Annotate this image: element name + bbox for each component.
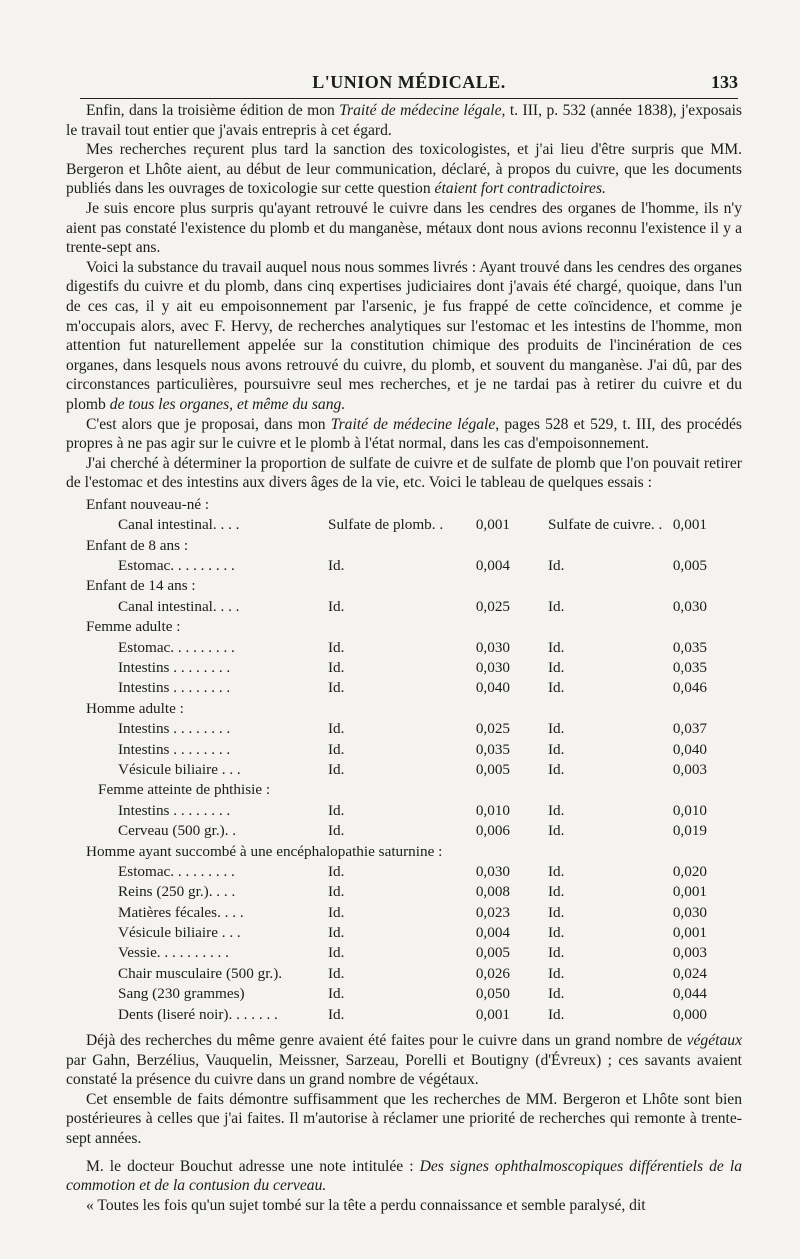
copper-label-cell: Id. xyxy=(548,944,565,962)
table-group-heading: Enfant de 8 ans : xyxy=(86,536,189,554)
copper-value-cell: 0,044 xyxy=(672,985,707,1003)
lead-value-cell: 0,001 xyxy=(475,1005,510,1023)
table-row xyxy=(66,801,742,821)
lead-value-cell: 0,030 xyxy=(475,659,510,676)
table-row xyxy=(66,597,742,617)
copper-label-cell: Id. xyxy=(548,679,565,697)
copper-label-cell: Id. xyxy=(548,964,565,982)
page-number: 133 xyxy=(711,72,738,92)
lead-label-cell: Id. xyxy=(328,883,345,901)
paragraph: C'est alors que je proposai, dans mon Traité de médecine légale, pages 528 et 529, t. III, des procédés propres à ne pas agir sur le cuivre et le plomb à l'état normal, dans les cas d'empoisonnement. xyxy=(66,415,742,453)
copper-value-cell: 0,030 xyxy=(672,597,707,615)
organ-cell: Estomac. . . . . . . . . xyxy=(118,638,235,656)
table-row xyxy=(66,862,742,882)
organ-cell: Vessie. . . . . . . . . . xyxy=(118,944,229,962)
organ-cell: Sang (230 grammes) xyxy=(118,985,245,1003)
lead-label-cell: Id. xyxy=(328,638,345,656)
table-row xyxy=(66,903,742,923)
lead-label-cell: Id. xyxy=(328,964,345,982)
table-row xyxy=(66,638,742,658)
paragraph: Voici la substance du travail auquel nous nous sommes livrés : Ayant trouvé dans les cendres des organes digestifs du cuivre et du plomb, dans cinq expertises judiciaires dont j'avais été chargé, quoique, dans l'un de ces cas, il y ait eu empoisonnement par l'arsenic, je fus frappé de cette coïncidence, et comme je m'occupais alors, avec F. Hervy, de recherches analytiques sur l'estomac et les intestins de l'homme, mon attention fut naturellement appelée sur la constitution chimique des produits de l'incinération de ces organes, dans lesquels nous avons retrouvé du cuivre, du plomb, et souvent du manganèse. J'ai dû, par des circonstances particulières, poursuivre seul mes recherches, et je ne tardai pas à retirer du cuivre et du plomb de tous les organes, et même du sang. xyxy=(66,258,742,413)
lead-label-cell: Id. xyxy=(328,679,345,697)
table-row xyxy=(66,984,742,1004)
lead-label-cell: Id. xyxy=(328,801,345,819)
paragraph: Déjà des recherches du même genre avaient été faites pour le cuivre dans un grand nombre de végétaux par Gahn, Berzélius, Vauquelin, Meissner, Sarzeau, Porelli et Boutigny (d'Évreux) ; ces savants avaient constaté la présence du cuivre dans un grand nombre de végétaux. xyxy=(66,1032,742,1089)
lead-value-cell: 0,006 xyxy=(475,822,510,840)
table-group-heading: Homme adulte : xyxy=(86,699,184,717)
copper-label-cell: Id. xyxy=(548,862,565,880)
lead-label-cell: Id. xyxy=(328,903,345,921)
organ-cell: Vésicule biliaire . . . xyxy=(118,924,241,942)
copper-label-cell: Id. xyxy=(548,1005,565,1023)
copper-value-cell: 0,003 xyxy=(672,760,707,778)
lead-value-cell: 0,004 xyxy=(475,557,510,575)
lead-value-cell: 0,001 xyxy=(475,516,510,534)
article-body xyxy=(66,101,742,1215)
copper-value-cell: 0,001 xyxy=(672,924,707,942)
table-row xyxy=(66,943,742,963)
lead-value-cell: 0,004 xyxy=(475,924,510,942)
lead-label-cell: Sulfate de plomb. . xyxy=(328,516,444,534)
copper-label-cell: Id. xyxy=(548,720,565,738)
copper-label-cell: Id. xyxy=(548,903,565,921)
lead-value-cell: 0,023 xyxy=(475,903,510,921)
copper-value-cell: 0,000 xyxy=(672,1005,707,1023)
lead-label-cell: Id. xyxy=(328,720,345,738)
paragraph: Enfin, dans la troisième édition de mon Traité de médecine légale, t. III, p. 532 (année 1838), j'exposais le travail tout entier que j'avais entrepris à cet égard. xyxy=(66,102,742,139)
copper-label-cell: Id. xyxy=(548,557,565,575)
lead-value-cell: 0,025 xyxy=(475,597,510,615)
table-row xyxy=(66,515,742,535)
lead-value-cell: 0,030 xyxy=(475,638,510,656)
organ-cell: Cerveau (500 gr.). . xyxy=(118,822,237,840)
copper-label-cell: Id. xyxy=(548,924,565,942)
copper-value-cell: 0,035 xyxy=(672,638,707,656)
copper-value-cell: 0,040 xyxy=(672,740,707,758)
copper-value-cell: 0,003 xyxy=(672,944,707,962)
copper-value-cell: 0,010 xyxy=(672,801,707,819)
paragraph: M. le docteur Bouchut adresse une note intitulée : Des signes ophthalmoscopiques différentiels de la commotion et de la contusion du cerveau. xyxy=(66,1157,742,1195)
organ-cell: Intestins . . . . . . . . xyxy=(118,720,231,738)
copper-value-cell: 0,005 xyxy=(672,557,707,575)
copper-value-cell: 0,037 xyxy=(672,720,707,738)
table-group-heading: Femme atteinte de phthisie : xyxy=(98,781,271,799)
lead-value-cell: 0,050 xyxy=(475,985,510,1003)
organ-cell: Matières fécales. . . . xyxy=(118,903,244,921)
table-row xyxy=(66,556,742,576)
copper-value-cell: 0,001 xyxy=(672,883,707,901)
paragraph: « Toutes les fois qu'un sujet tombé sur la tête a perdu connaissance et semble paralysé, dit xyxy=(86,1196,646,1214)
copper-value-cell: 0,001 xyxy=(672,516,707,534)
lead-label-cell: Id. xyxy=(328,597,345,615)
table-row xyxy=(66,964,742,984)
copper-label-cell: Id. xyxy=(548,638,565,656)
lead-value-cell: 0,035 xyxy=(475,740,510,758)
copper-value-cell: 0,019 xyxy=(672,822,707,840)
organ-cell: Estomac. . . . . . . . . xyxy=(118,862,235,880)
lead-value-cell: 0,025 xyxy=(475,720,510,738)
closing-text xyxy=(66,1031,742,1215)
organ-cell: Vésicule biliaire . . . xyxy=(118,760,241,778)
paragraph: Cet ensemble de faits démontre suffisamment que les recherches de MM. Bergeron et Lhôte sont bien postérieures à celles que j'ai faites. Il m'autorise à réclamer une priorité de recherches qui remonte à trente-sept années. xyxy=(66,1090,742,1147)
table-group-heading: Enfant de 14 ans : xyxy=(86,577,196,595)
table-row xyxy=(66,658,742,678)
table-row xyxy=(66,1005,742,1025)
organ-cell: Reins (250 gr.). . . . xyxy=(118,883,236,901)
copper-value-cell: 0,046 xyxy=(672,679,707,697)
organ-cell: Canal intestinal. . . . xyxy=(118,516,240,534)
lead-label-cell: Id. xyxy=(328,557,345,575)
table-row xyxy=(66,821,742,841)
lead-value-cell: 0,008 xyxy=(475,883,510,901)
copper-value-cell: 0,035 xyxy=(672,659,707,676)
lead-label-cell: Id. xyxy=(328,944,345,962)
lead-label-cell: Id. xyxy=(328,924,345,942)
lead-value-cell: 0,005 xyxy=(475,760,510,778)
organ-cell: Intestins . . . . . . . . xyxy=(118,801,231,819)
paragraph: Mes recherches reçurent plus tard la sanction des toxicologistes, et j'ai lieu d'être surpris que MM. Bergeron et Lhôte aient, au début de leur communication, déclaré, à propos du cuivre, que les documents publiés dans les ouvrages de toxicologie sur cette question étaient fort contradictoires. xyxy=(66,141,742,198)
organ-cell: Canal intestinal. . . . xyxy=(118,597,240,615)
running-title: L'UNION MÉDICALE. xyxy=(312,72,506,92)
lead-label-cell: Id. xyxy=(328,985,345,1003)
page-header xyxy=(80,68,738,99)
table-row xyxy=(66,740,742,760)
copper-label-cell: Sulfate de cuivre. . xyxy=(548,516,663,534)
copper-value-cell: 0,024 xyxy=(672,964,707,982)
lead-label-cell: Id. xyxy=(328,1005,345,1023)
lead-label-cell: Id. xyxy=(328,659,345,676)
lead-label-cell: Id. xyxy=(328,740,345,758)
lead-value-cell: 0,030 xyxy=(475,862,510,880)
lead-value-cell: 0,026 xyxy=(475,964,510,982)
lead-label-cell: Id. xyxy=(328,862,345,880)
table-row xyxy=(66,882,742,902)
copper-label-cell: Id. xyxy=(548,822,565,840)
organ-cell: Chair musculaire (500 gr.). xyxy=(118,964,283,982)
table-row xyxy=(66,678,742,698)
copper-label-cell: Id. xyxy=(548,801,565,819)
table-group-heading: Homme ayant succombé à une encéphalopathie saturnine : xyxy=(86,842,443,860)
table-group-heading: Femme adulte : xyxy=(86,618,181,636)
organ-cell: Intestins . . . . . . . . xyxy=(118,740,231,758)
copper-label-cell: Id. xyxy=(548,985,565,1003)
organ-cell: Dents (liseré noir). . . . . . . xyxy=(118,1005,278,1023)
organ-cell: Intestins . . . . . . . . xyxy=(118,659,231,676)
copper-label-cell: Id. xyxy=(548,883,565,901)
table-row xyxy=(66,760,742,780)
table-row xyxy=(66,923,742,943)
copper-label-cell: Id. xyxy=(548,597,565,615)
table-group-heading: Enfant nouveau-né : xyxy=(86,495,210,513)
copper-label-cell: Id. xyxy=(548,740,565,758)
copper-label-cell: Id. xyxy=(548,659,565,676)
paragraph: J'ai cherché à déterminer la proportion de sulfate de cuivre et de sulfate de plomb que l'on pouvait retirer de l'estomac et des intestins aux divers âges de la vie, etc. Voici le tableau de quelques essais : xyxy=(66,454,742,492)
copper-value-cell: 0,020 xyxy=(672,862,707,880)
organ-cell: Intestins . . . . . . . . xyxy=(118,679,231,697)
table-row xyxy=(66,719,742,739)
lead-label-cell: Id. xyxy=(328,760,345,778)
copper-value-cell: 0,030 xyxy=(672,903,707,921)
lead-value-cell: 0,005 xyxy=(475,944,510,962)
lead-value-cell: 0,040 xyxy=(475,679,510,697)
analysis-table xyxy=(66,495,742,1025)
lead-value-cell: 0,010 xyxy=(475,801,510,819)
organ-cell: Estomac. . . . . . . . . xyxy=(118,557,235,575)
lead-label-cell: Id. xyxy=(328,822,345,840)
paragraph: Je suis encore plus surpris qu'ayant retrouvé le cuivre dans les cendres des organes de l'homme, ils n'y aient pas constaté l'existence du plomb et du manganèse, métaux dont nous avions reconnu l'existence il y a trente-sept ans. xyxy=(66,199,742,257)
copper-label-cell: Id. xyxy=(548,760,565,778)
